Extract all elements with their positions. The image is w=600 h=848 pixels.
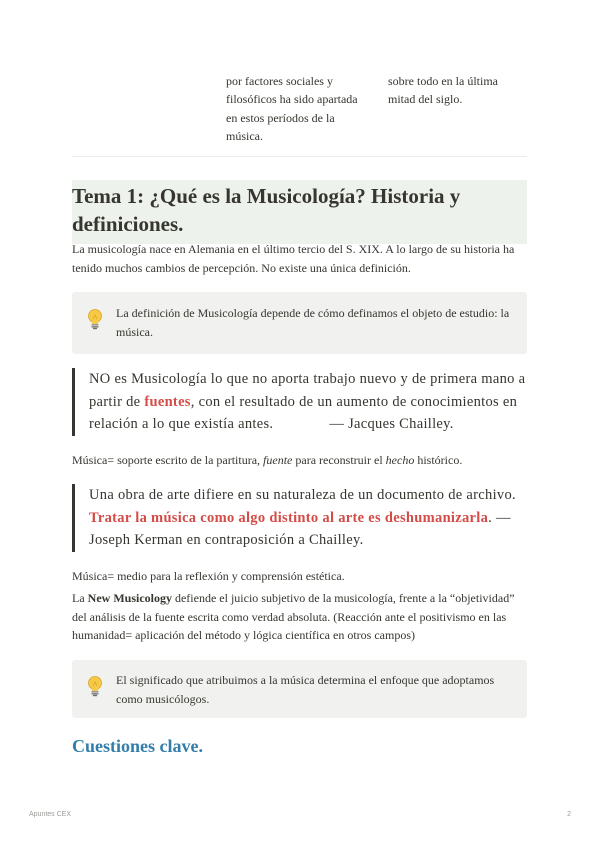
definition-paragraph-1: Música= soporte escrito de la partitura, fuente para reconstruir el hecho histórico. [72, 453, 463, 467]
quote-line: Joseph Kerman en contraposición a Chailley. [89, 532, 364, 548]
bold-term: New Musicology [87, 591, 172, 605]
column-right [388, 72, 526, 145]
text-line: en estos períodos de la [226, 110, 335, 125]
definition-paragraph-2: Música= medio para la reflexión y comprensión estética. [72, 569, 345, 583]
callout-text [116, 671, 511, 708]
section-subheading: Cuestiones clave. [72, 736, 203, 756]
heading-line: Tema 1: ¿Qué es la Musicología? Historia y [72, 184, 461, 208]
emphasis-text: hecho [385, 453, 415, 467]
text-line: tenido muchos cambios de percepción. No existe una única definición. [72, 260, 411, 275]
callout-definition [72, 292, 527, 354]
text-line: del análisis de la fuente escrita como verdad absoluta. (Reacción ante el positivismo en las [72, 609, 507, 624]
quote-line: relación a lo que existía antes. — Jacques Chailley. [89, 416, 454, 432]
lightbulb-icon [86, 308, 104, 330]
continued-columns [226, 72, 526, 145]
quote-line: partir de fuentes, con el resultado de un aumento de conocimientos en [89, 393, 518, 410]
intro-paragraph [72, 240, 527, 277]
text-line: música. [116, 324, 153, 339]
text-line: como musicólogos. [116, 691, 210, 706]
text-line: La musicología nace en Alemania en el último tercio del S. XIX. A lo largo de su historia ha [72, 242, 515, 256]
new-musicology-paragraph [72, 589, 527, 645]
callout-significance [72, 660, 527, 718]
emphasis-text: fuente [263, 453, 293, 467]
text-line: El significado que atribuimos a la música determina el enfoque que adoptamos [116, 673, 495, 687]
page-heading [72, 180, 527, 244]
text-line: sobre todo en la última [388, 74, 498, 88]
text-line: mitad del siglo. [388, 92, 463, 107]
page-number: 2 [567, 811, 571, 818]
footer-title: Apuntes CEX [29, 811, 72, 818]
text-line: por factores sociales y [226, 74, 333, 88]
callout-text [116, 304, 511, 341]
quote-line: Tratar la música como algo distinto al arte es deshumanizarla. — [89, 509, 511, 526]
quote-chailley [72, 368, 527, 436]
quote-line: NO es Musicología lo que no aporta trabajo nuevo y de primera mano a [89, 371, 526, 387]
text-line: filosóficos ha sido apartada [226, 92, 358, 107]
column-left [226, 72, 388, 145]
text-line: La New Musicology defiende el juicio subjetivo de la musicología, frente a la “objetividad” [72, 591, 515, 605]
quote-line: Una obra de arte difiere en su naturaleza de un documento de archivo. [89, 487, 516, 503]
divider [72, 156, 527, 157]
highlight-text: Tratar la música como algo distinto al arte es deshumanizarla [89, 509, 489, 526]
lightbulb-icon [86, 675, 104, 697]
text-line: música. [226, 128, 263, 143]
quote-author: — Jacques Chailley. [329, 416, 454, 432]
quote-kerman [72, 484, 527, 552]
text-line: humanidad= aplicación del método y lógica científica en otros campos) [72, 628, 415, 642]
highlight-text: fuentes [144, 393, 191, 410]
text-line: La definición de Musicología depende de cómo definamos el objeto de estudio: la [116, 306, 510, 320]
heading-line: definiciones. [72, 212, 184, 236]
